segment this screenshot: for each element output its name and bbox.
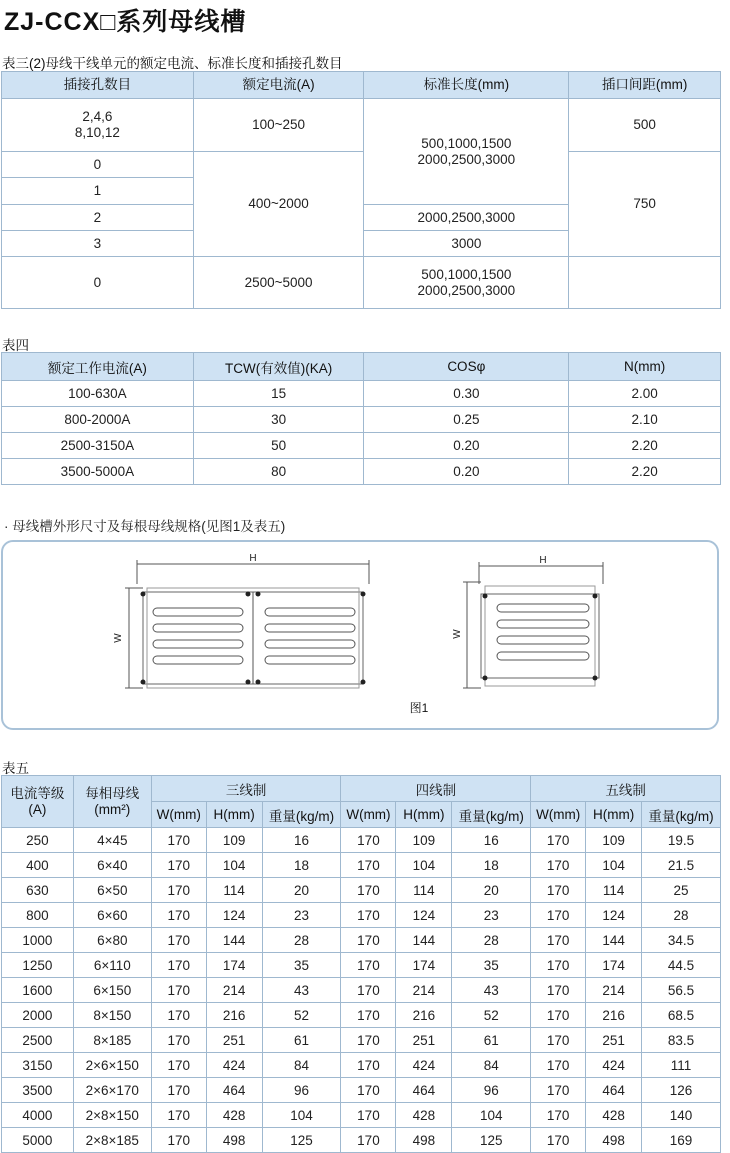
table5-cell: 44.5: [642, 953, 721, 978]
table5-cell: 68.5: [642, 1003, 721, 1028]
table5-cell: 20: [262, 878, 341, 903]
table5-sub: H(mm): [586, 802, 642, 828]
table5-cell: 52: [452, 1003, 531, 1028]
table5-cell: 114: [206, 878, 262, 903]
table5-cell: 630: [2, 878, 74, 903]
table5-cell: 104: [396, 853, 452, 878]
figure-caption: · 母线槽外形尺寸及每根母线规格(见图1及表五): [4, 519, 286, 534]
table5-sub: H(mm): [396, 802, 452, 828]
table5-cell: 18: [262, 853, 341, 878]
dim-h-left: H: [249, 553, 257, 564]
table3-caption: 表三(2)母线干线单元的额定电流、标准长度和插接孔数目: [2, 56, 343, 71]
table5-cell: 424: [586, 1053, 642, 1078]
table5-cell: 464: [206, 1078, 262, 1103]
table5-cell: 4×45: [73, 828, 151, 853]
table5-cell: 6×80: [73, 928, 151, 953]
busway-drawing: [3, 542, 717, 728]
table5-cell: 111: [642, 1053, 721, 1078]
table5-cell: 104: [586, 853, 642, 878]
table5-cell: 2×6×170: [73, 1078, 151, 1103]
table5-cell: 464: [396, 1078, 452, 1103]
table5-cell: 125: [262, 1128, 341, 1153]
figure-frame: [1, 540, 719, 730]
table5-cell: 170: [151, 853, 206, 878]
table5-sub: W(mm): [151, 802, 206, 828]
table-row: [2, 459, 721, 485]
table5-cell: 170: [341, 1028, 396, 1053]
table5-cell: 104: [206, 853, 262, 878]
table5-cell: 170: [341, 878, 396, 903]
table5-cell: 424: [396, 1053, 452, 1078]
table4-cell: 800-2000A: [2, 407, 194, 433]
table5-cell: 170: [151, 1028, 206, 1053]
table5-cell: 6×150: [73, 978, 151, 1003]
table4-cell: 3500-5000A: [2, 459, 194, 485]
table5-sub: H(mm): [206, 802, 262, 828]
table5-cell: 3500: [2, 1078, 74, 1103]
table5-cell: 35: [262, 953, 341, 978]
table5-cell: 174: [586, 953, 642, 978]
table5-cell: 2×8×150: [73, 1103, 151, 1128]
table5-cell: 109: [206, 828, 262, 853]
table5-cell: 43: [452, 978, 531, 1003]
table5-cell: 170: [531, 1128, 586, 1153]
table-row: [2, 433, 721, 459]
table5-cell: 170: [341, 853, 396, 878]
table5-header-bar: 每相母线 (mm²): [73, 776, 151, 828]
table5-cell: 170: [341, 1078, 396, 1103]
table4-cell: 0.20: [364, 433, 569, 459]
table5-cell: 170: [531, 978, 586, 1003]
table4-header: TCW(有效值)(KA): [193, 353, 364, 381]
table5-cell: 170: [151, 1003, 206, 1028]
table4-cell: 0.25: [364, 407, 569, 433]
table4-caption: 表四: [2, 338, 29, 353]
table5-cell: 251: [586, 1028, 642, 1053]
table-row: [2, 928, 721, 953]
table5-cell: 125: [452, 1128, 531, 1153]
figure-label: 图1: [409, 701, 429, 715]
table5-cell: 8×150: [73, 1003, 151, 1028]
table5-cell: 170: [531, 1028, 586, 1053]
table5-cell: 1600: [2, 978, 74, 1003]
table-row: [2, 407, 721, 433]
table5-cell: 170: [341, 828, 396, 853]
table-row: [2, 853, 721, 878]
table5-cell: 250: [2, 828, 74, 853]
table5-cell: 170: [151, 1053, 206, 1078]
table5-cell: 8×185: [73, 1028, 151, 1053]
table4-cell: 30: [193, 407, 364, 433]
table5-cell: 84: [452, 1053, 531, 1078]
table4-cell: 2.20: [569, 433, 721, 459]
table5-cell: 61: [262, 1028, 341, 1053]
table3-holes: 3: [2, 231, 194, 257]
table5-cell: 114: [396, 878, 452, 903]
table5-cell: 251: [396, 1028, 452, 1053]
table4-cell: 2.00: [569, 381, 721, 407]
table5-cell: 170: [531, 1078, 586, 1103]
table-row: [2, 1003, 721, 1028]
table4-header: 额定工作电流(A): [2, 353, 194, 381]
table4: [1, 352, 721, 485]
table5-cell: 800: [2, 903, 74, 928]
table5-cell: 428: [206, 1103, 262, 1128]
table5-cell: 6×110: [73, 953, 151, 978]
table5-cell: 464: [586, 1078, 642, 1103]
table5: [1, 775, 721, 1153]
table3-pitch: 500: [569, 99, 721, 152]
table5-cell: 5000: [2, 1128, 74, 1153]
table5-cell: 216: [396, 1003, 452, 1028]
table5-cell: 170: [531, 878, 586, 903]
table5-cell: 104: [262, 1103, 341, 1128]
table5-cell: 170: [341, 1003, 396, 1028]
table3-length: 3000: [364, 231, 569, 257]
page-title: ZJ-CCX□系列母线槽: [4, 8, 247, 36]
table5-cell: 124: [586, 903, 642, 928]
table3-holes: 1: [2, 178, 194, 205]
table5-cell: 1250: [2, 953, 74, 978]
table5-cell: 428: [586, 1103, 642, 1128]
table4-cell: 0.20: [364, 459, 569, 485]
table5-cell: 83.5: [642, 1028, 721, 1053]
table3-length: 500,1000,1500 2000,2500,3000: [364, 257, 569, 309]
table-row: [2, 1103, 721, 1128]
table5-cell: 23: [262, 903, 341, 928]
table5-caption: 表五: [2, 761, 29, 776]
table3-holes: 0: [2, 257, 194, 309]
table4-cell: 100-630A: [2, 381, 194, 407]
table5-cell: 170: [151, 1128, 206, 1153]
table5-cell: 28: [262, 928, 341, 953]
table5-cell: 19.5: [642, 828, 721, 853]
table5-cell: 109: [396, 828, 452, 853]
table5-cell: 20: [452, 878, 531, 903]
table5-cell: 61: [452, 1028, 531, 1053]
table5-group: 三线制: [151, 776, 341, 802]
table4-header: N(mm): [569, 353, 721, 381]
table5-group: 四线制: [341, 776, 531, 802]
table3-pitch: 750: [569, 152, 721, 257]
table5-cell: 170: [151, 903, 206, 928]
table3-header: 额定电流(A): [193, 72, 364, 99]
table5-cell: 43: [262, 978, 341, 1003]
table5-cell: 2500: [2, 1028, 74, 1053]
table5-cell: 114: [586, 878, 642, 903]
table5-header-grade: 电流等级 (A): [2, 776, 74, 828]
table5-cell: 169: [642, 1128, 721, 1153]
dim-w-left: W: [113, 633, 124, 643]
table-row: [2, 953, 721, 978]
table5-cell: 23: [452, 903, 531, 928]
table5-cell: 84: [262, 1053, 341, 1078]
table5-cell: 170: [531, 928, 586, 953]
table5-sub: 重量(kg/m): [452, 802, 531, 828]
table4-cell: 2500-3150A: [2, 433, 194, 459]
table5-cell: 28: [642, 903, 721, 928]
table5-cell: 144: [396, 928, 452, 953]
table5-cell: 16: [262, 828, 341, 853]
table5-sub: 重量(kg/m): [642, 802, 721, 828]
table5-cell: 124: [396, 903, 452, 928]
table5-cell: 4000: [2, 1103, 74, 1128]
table5-cell: 1000: [2, 928, 74, 953]
table5-cell: 170: [341, 978, 396, 1003]
table3-header: 标准长度(mm): [364, 72, 569, 99]
table5-cell: 18: [452, 853, 531, 878]
table4-cell: 2.20: [569, 459, 721, 485]
table5-cell: 170: [341, 1128, 396, 1153]
table-row: [2, 903, 721, 928]
table5-cell: 170: [531, 1053, 586, 1078]
table4-cell: 2.10: [569, 407, 721, 433]
table5-cell: 170: [531, 903, 586, 928]
table3-current: 100~250: [193, 99, 364, 152]
table5-cell: 170: [341, 953, 396, 978]
table5-cell: 170: [531, 828, 586, 853]
table3-current: 2500~5000: [193, 257, 364, 309]
table5-cell: 124: [206, 903, 262, 928]
table5-cell: 170: [151, 978, 206, 1003]
table5-cell: 104: [452, 1103, 531, 1128]
table-row: [2, 381, 721, 407]
table5-cell: 56.5: [642, 978, 721, 1003]
table5-cell: 170: [151, 878, 206, 903]
table5-cell: 25: [642, 878, 721, 903]
table5-cell: 216: [586, 1003, 642, 1028]
table5-cell: 170: [531, 953, 586, 978]
table5-cell: 21.5: [642, 853, 721, 878]
table3-holes: 2,4,6 8,10,12: [2, 99, 194, 152]
table3-length: 2000,2500,3000: [364, 205, 569, 231]
table5-cell: 424: [206, 1053, 262, 1078]
table3-current: 400~2000: [193, 152, 364, 257]
table5-cell: 498: [396, 1128, 452, 1153]
table5-cell: 170: [341, 1103, 396, 1128]
table5-cell: 6×60: [73, 903, 151, 928]
table5-cell: 126: [642, 1078, 721, 1103]
table5-cell: 214: [396, 978, 452, 1003]
table-row: [2, 828, 721, 853]
table-row: [2, 1028, 721, 1053]
table5-cell: 170: [341, 928, 396, 953]
table5-cell: 174: [206, 953, 262, 978]
table5-group: 五线制: [531, 776, 721, 802]
table5-cell: 3150: [2, 1053, 74, 1078]
table-row: [2, 878, 721, 903]
dim-h-right: H: [539, 555, 547, 566]
table5-cell: 498: [206, 1128, 262, 1153]
table5-cell: 2×6×150: [73, 1053, 151, 1078]
table3-pitch-empty: [569, 257, 721, 309]
table5-cell: 400: [2, 853, 74, 878]
table3-length: 500,1000,1500 2000,2500,3000: [364, 99, 569, 205]
table3-holes: 0: [2, 152, 194, 178]
table5-cell: 170: [341, 1053, 396, 1078]
table5-cell: 251: [206, 1028, 262, 1053]
table4-cell: 50: [193, 433, 364, 459]
table5-cell: 214: [586, 978, 642, 1003]
table5-sub: W(mm): [531, 802, 586, 828]
table5-cell: 170: [531, 1003, 586, 1028]
table5-cell: 6×40: [73, 853, 151, 878]
table5-cell: 35: [452, 953, 531, 978]
table5-cell: 109: [586, 828, 642, 853]
table5-cell: 170: [341, 903, 396, 928]
table3: [1, 71, 721, 309]
table5-cell: 214: [206, 978, 262, 1003]
table-row: [2, 1128, 721, 1153]
table5-cell: 144: [586, 928, 642, 953]
table5-cell: 28: [452, 928, 531, 953]
table5-cell: 2000: [2, 1003, 74, 1028]
table5-cell: 170: [151, 1078, 206, 1103]
table4-cell: 0.30: [364, 381, 569, 407]
table5-cell: 6×50: [73, 878, 151, 903]
table5-cell: 140: [642, 1103, 721, 1128]
table5-cell: 144: [206, 928, 262, 953]
table3-header: 插口间距(mm): [569, 72, 721, 99]
table5-cell: 170: [151, 953, 206, 978]
table5-cell: 170: [531, 853, 586, 878]
table4-cell: 15: [193, 381, 364, 407]
table5-cell: 170: [151, 828, 206, 853]
table5-cell: 170: [151, 1103, 206, 1128]
table3-header: 插接孔数目: [2, 72, 194, 99]
table-row: [2, 1053, 721, 1078]
table5-cell: 174: [396, 953, 452, 978]
table-row: [2, 1078, 721, 1103]
table5-cell: 16: [452, 828, 531, 853]
table4-header: COSφ: [364, 353, 569, 381]
dim-w-right: W: [452, 629, 463, 639]
table5-cell: 498: [586, 1128, 642, 1153]
table4-cell: 80: [193, 459, 364, 485]
table5-cell: 96: [262, 1078, 341, 1103]
table5-cell: 216: [206, 1003, 262, 1028]
table5-cell: 170: [531, 1103, 586, 1128]
table5-cell: 96: [452, 1078, 531, 1103]
table5-cell: 2×8×185: [73, 1128, 151, 1153]
table5-cell: 52: [262, 1003, 341, 1028]
table5-cell: 34.5: [642, 928, 721, 953]
table3-holes: 2: [2, 205, 194, 231]
table5-cell: 428: [396, 1103, 452, 1128]
table5-cell: 170: [151, 928, 206, 953]
table-row: [2, 978, 721, 1003]
table5-sub: W(mm): [341, 802, 396, 828]
table5-sub: 重量(kg/m): [262, 802, 341, 828]
